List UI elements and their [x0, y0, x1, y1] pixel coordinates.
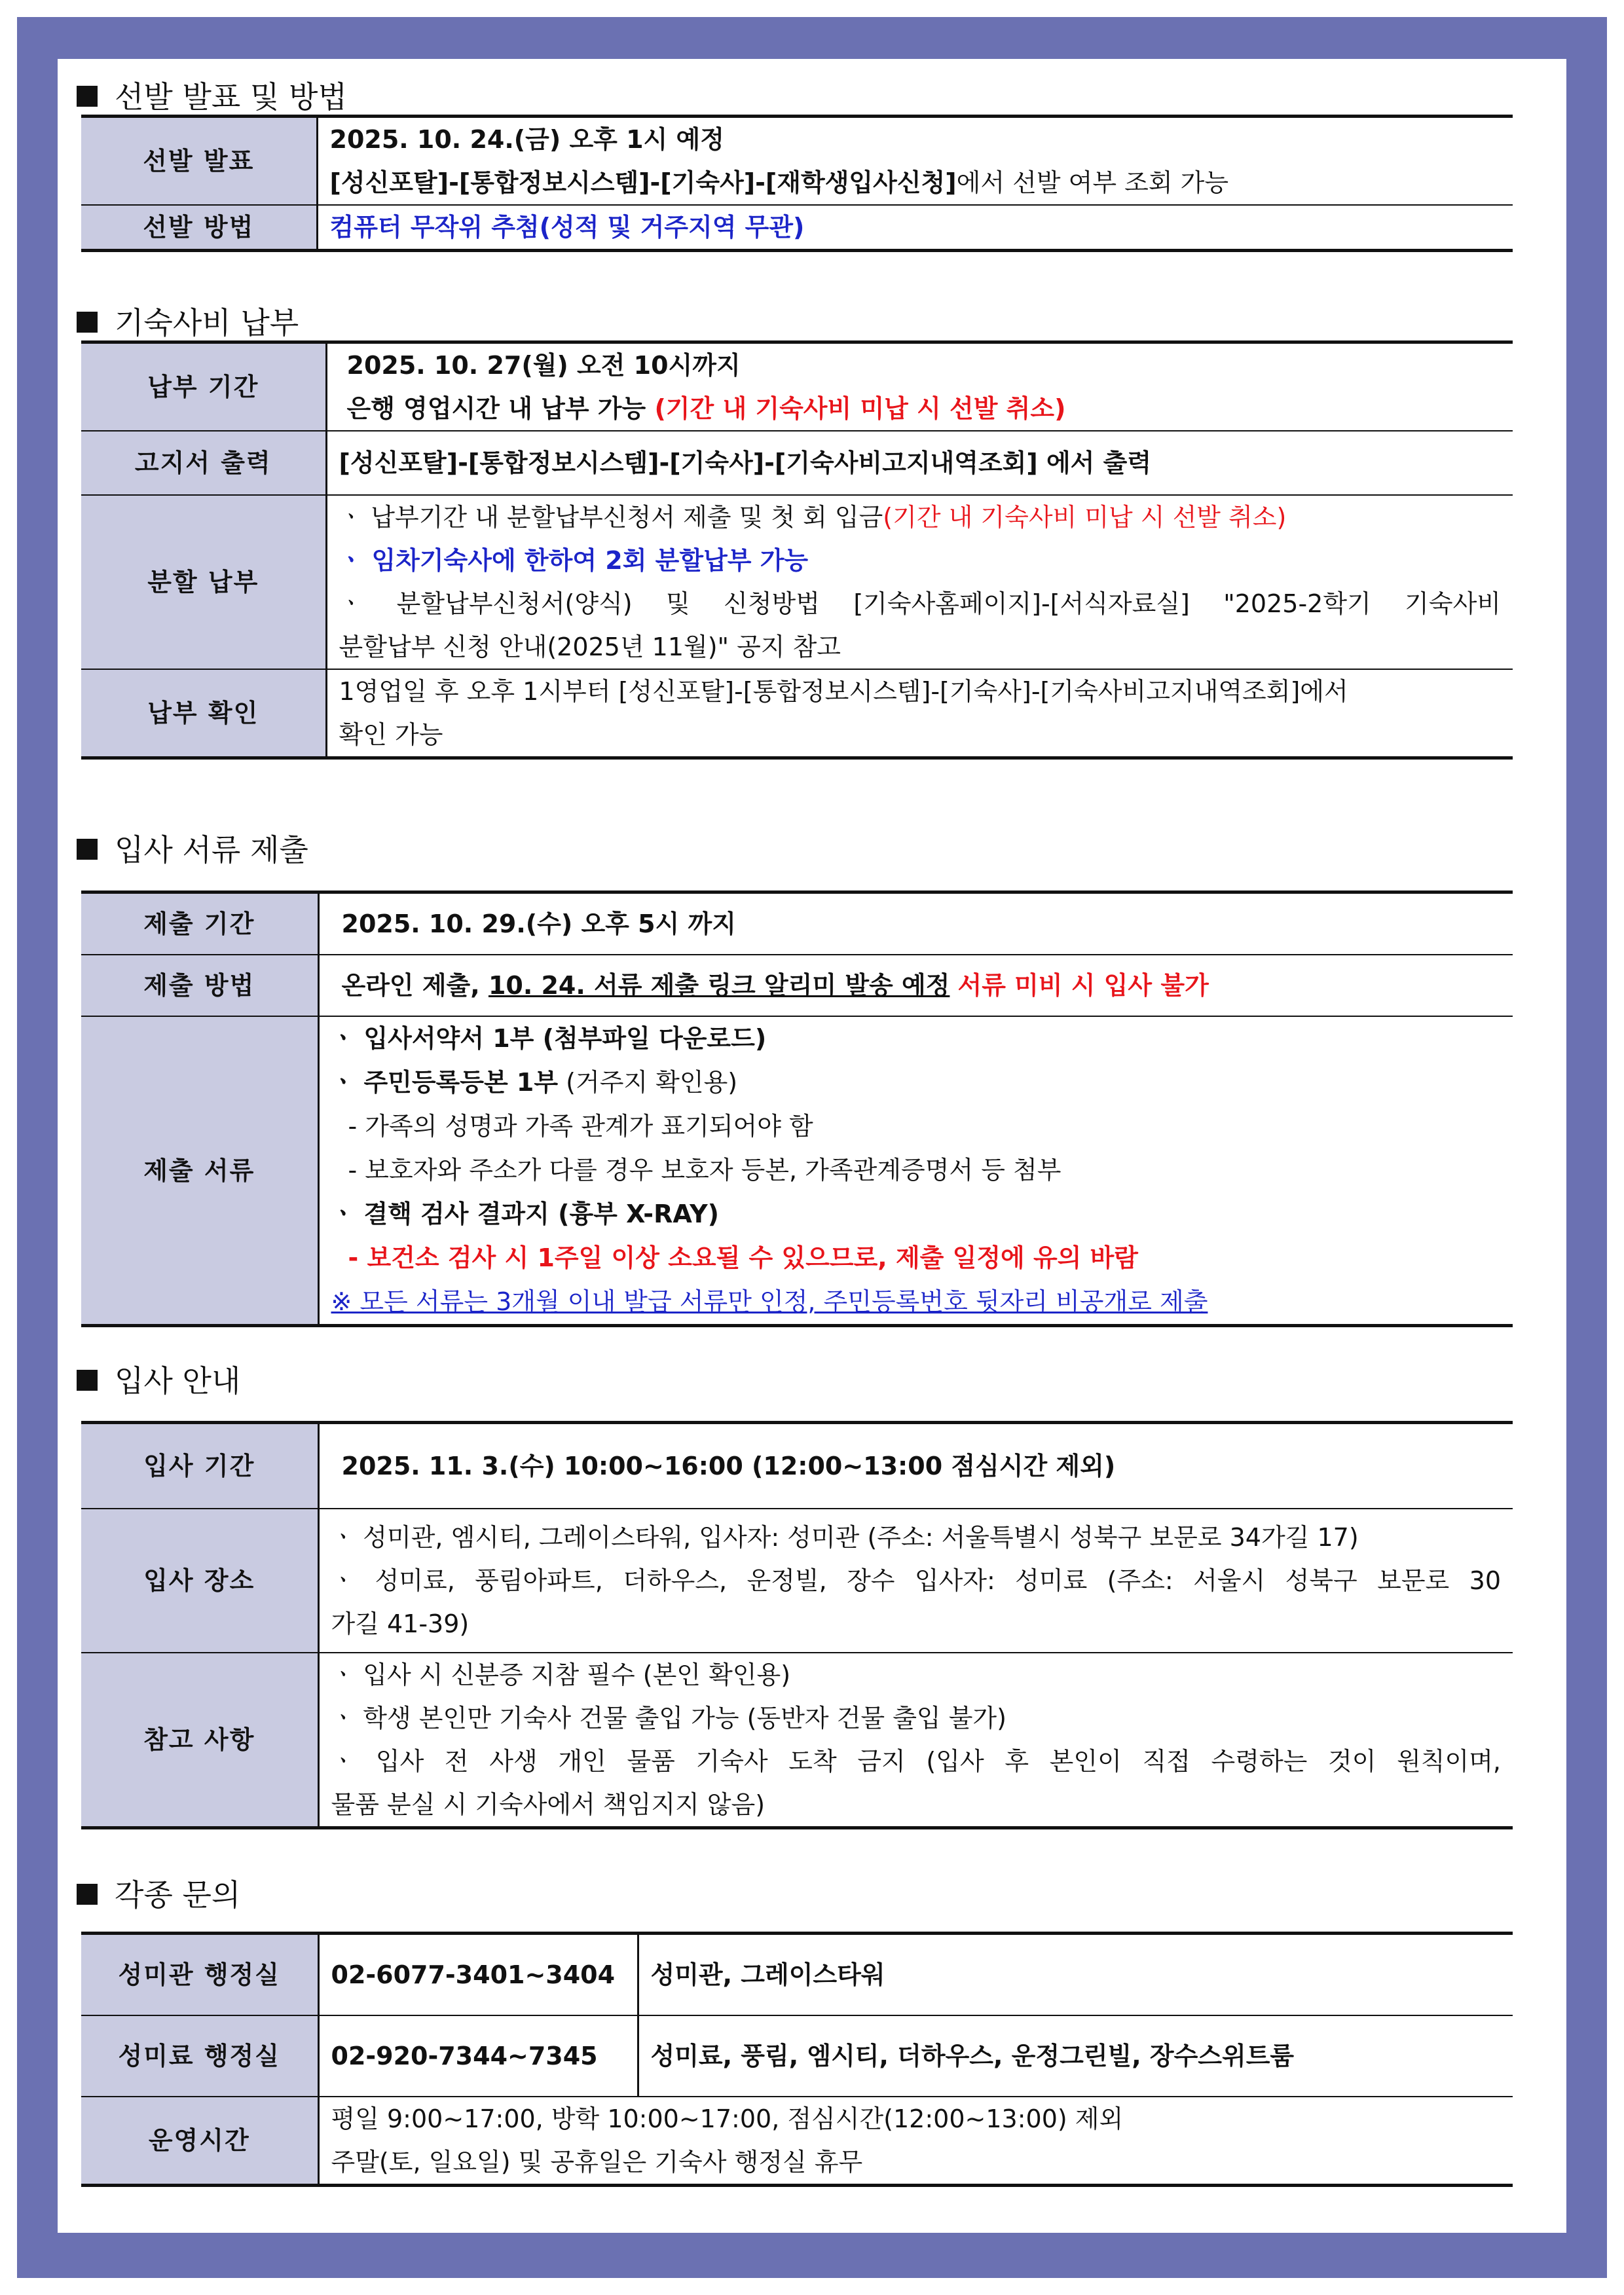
- seongmiryo-buildings: 성미료, 풍림, 엠시티, 더하우스, 운정그린빌, 장수스위트룸: [638, 2015, 1513, 2097]
- payment-period-content: 2025. 10. 27(월) 오전 10시까지 은행 영업시간 내 납부 가능 (기간 내 기숙사비 미납 시 선발 취소): [326, 342, 1513, 431]
- payment-table: [81, 340, 1513, 760]
- list-item: ㆍ 주민등록등본 1부 (거주지 확인용): [331, 1068, 738, 1097]
- seongmigwan-phone: 02-6077-3401~3404: [318, 1934, 638, 2016]
- documents-note: ※ 모든 서류는 3개월 이내 발급 서류만 인정, 주민등록번호 뒷자리 비공개로 제출: [331, 1287, 1208, 1316]
- table-row: [81, 1016, 1513, 1326]
- section-title-selection: 선발 발표 및 방법: [77, 73, 347, 117]
- row-label-doc-period: 제출 기간: [81, 892, 318, 955]
- section-title-contact: 각종 문의: [77, 1871, 240, 1915]
- black-square-icon: [77, 312, 98, 333]
- table-row: [81, 2015, 1513, 2097]
- movein-place-content: ㆍ 성미관, 엠시티, 그레이스타워, 입사자: 성미관 (주소: 서울특별시 성북구 보문로 34가길 17) ㆍ 성미료, 풍림아파트, 더하우스, 운정빌, 장수 입사자: 성미료 (주소: 서울시 성북구 보문로 30 가길 41-39): [318, 1509, 1513, 1653]
- doc-list-content: [318, 1016, 1513, 1326]
- seongmigwan-buildings: 성미관, 그레이스타워: [638, 1934, 1513, 2016]
- list-item: ㆍ 결핵 검사 결과지 (흉부 X-RAY): [331, 1200, 719, 1228]
- table-row: [81, 1509, 1513, 1653]
- hours-content: 평일 9:00~17:00, 방학 10:00~17:00, 점심시간(12:00~13:00) 제외 주말(토, 일요일) 및 공휴일은 기숙사 행정실 휴무: [318, 2097, 1513, 2186]
- movein-table: [81, 1421, 1513, 1829]
- contact-table: [81, 1932, 1513, 2187]
- section-title-movein: 입사 안내: [77, 1357, 240, 1401]
- row-label-announce: 선발 발표: [81, 117, 317, 206]
- method-content: 컴퓨터 무작위 추첨(성적 및 거주지역 무관): [317, 205, 1513, 251]
- list-subitem: - 보호자와 주소가 다를 경우 보호자 등본, 가족관계증명서 등 첨부: [348, 1156, 1061, 1184]
- row-label-installment: 분할 납부: [81, 495, 326, 669]
- table-row: [81, 205, 1513, 251]
- section-title-documents: 입사 서류 제출: [77, 826, 308, 870]
- row-label-movein-place: 입사 장소: [81, 1509, 318, 1653]
- black-square-icon: [77, 86, 98, 107]
- row-label-movein-notes: 참고 사항: [81, 1653, 318, 1828]
- section-title-payment: 기숙사비 납부: [77, 299, 299, 342]
- list-item: ㆍ 입사서약서 1부 (첨부파일 다운로드): [331, 1024, 767, 1053]
- table-row: [81, 669, 1513, 758]
- black-square-icon: [77, 839, 98, 860]
- row-label-bill: 고지서 출력: [81, 431, 326, 495]
- table-row: [81, 955, 1513, 1016]
- movein-period-content: 2025. 11. 3.(수) 10:00~16:00 (12:00~13:00 점심시간 제외): [318, 1423, 1513, 1509]
- table-row: [81, 431, 1513, 495]
- black-square-icon: [77, 1884, 98, 1905]
- bill-content: [성신포탈]-[통합정보시스템]-[기숙사]-[기숙사비고지내역조회] 에서 출력: [326, 431, 1513, 495]
- doc-period-content: 2025. 10. 29.(수) 오후 5시 까지: [318, 892, 1513, 955]
- announce-path-line: [성신포탈]-[통합정보시스템]-[기숙사]-[재학생입사신청]에서 선발 여부 조회 가능: [329, 168, 1229, 197]
- table-row: [81, 2097, 1513, 2186]
- list-subitem: - 보건소 검사 시 1주일 이상 소요될 수 있으므로, 제출 일정에 유의 바람: [348, 1243, 1139, 1272]
- doc-method-content: 온라인 제출, 10. 24. 서류 제출 링크 알리미 발송 예정 서류 미비 시 입사 불가: [318, 955, 1513, 1016]
- black-square-icon: [77, 1370, 98, 1391]
- row-label-payment-period: 납부 기간: [81, 342, 326, 431]
- table-row: [81, 1934, 1513, 2016]
- table-row: [81, 342, 1513, 431]
- confirm-content: 1영업일 후 오후 1시부터 [성신포탈]-[통합정보시스템]-[기숙사]-[기숙사비고지내역조회]에서 확인 가능: [326, 669, 1513, 758]
- table-row: [81, 495, 1513, 669]
- row-label-hours: 운영시간: [81, 2097, 318, 2186]
- row-label-method: 선발 방법: [81, 205, 317, 251]
- row-label-movein-period: 입사 기간: [81, 1423, 318, 1509]
- row-label-doc-list: 제출 서류: [81, 1016, 318, 1326]
- row-label-seongmigwan: 성미관 행정실: [81, 1934, 318, 2016]
- row-label-confirm: 납부 확인: [81, 669, 326, 758]
- row-label-doc-method: 제출 방법: [81, 955, 318, 1016]
- selection-table: [81, 115, 1513, 252]
- list-subitem: - 가족의 성명과 가족 관계가 표기되어야 함: [348, 1112, 813, 1141]
- table-row: [81, 117, 1513, 206]
- movein-notes-content: ㆍ 입사 시 신분증 지참 필수 (본인 확인용) ㆍ 학생 본인만 기숙사 건물 출입 가능 (동반자 건물 출입 불가) ㆍ 입사 전 사생 개인 물품 기숙사 도착 금지 (입사 후 본인이 직접 수령하는 것이 원칙이며, 물품 분실 시 기숙사에서 책임지지 않음): [318, 1653, 1513, 1828]
- installment-content: ㆍ 납부기간 내 분할납부신청서 제출 및 첫 회 입금(기간 내 기숙사비 미납 시 선발 취소) ㆍ 임차기숙사에 한하여 2회 분할납부 가능 ㆍ 분할납부신청서(양식) 및 신청방법 [기숙사홈페이지]-[서식자료실] "2025-2학기 기숙사비 분할납부 신청 안내(2025년 11월)" 공지 참고: [326, 495, 1513, 669]
- announce-content: [317, 117, 1513, 206]
- row-label-seongmiryo: 성미료 행정실: [81, 2015, 318, 2097]
- documents-table: [81, 890, 1513, 1327]
- table-row: [81, 1653, 1513, 1828]
- table-row: [81, 1423, 1513, 1509]
- announce-date: 2025. 10. 24.(금) 오후 1시 예정: [329, 125, 724, 154]
- table-row: [81, 892, 1513, 955]
- seongmiryo-phone: 02-920-7344~7345: [318, 2015, 638, 2097]
